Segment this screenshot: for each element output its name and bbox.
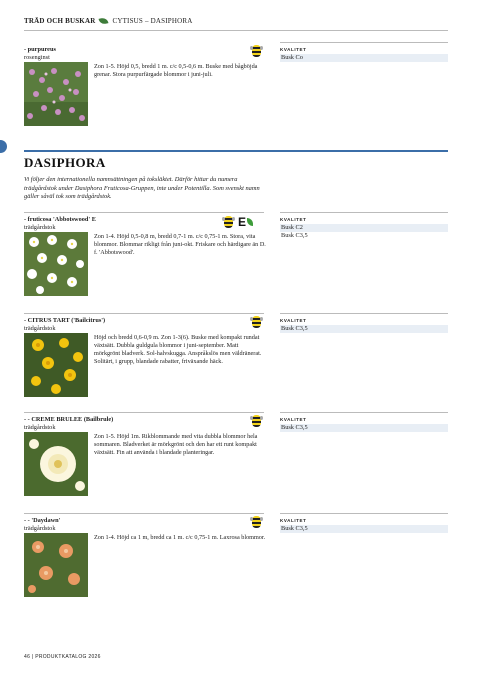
- divider: [280, 313, 448, 314]
- header-divider: [24, 30, 448, 31]
- e-plant-icon: E: [238, 215, 253, 229]
- product-common-name: trädgårdstok: [24, 224, 56, 231]
- quality-label: KVALITET: [280, 417, 307, 422]
- product-description: Zon 1-4. Höjd 0,5-0,8 m, bredd 0,7-1 m. c/c 0,75-1 m. Stora, vita blommor. Blommar rikligt från juni-okt. Friskare och härdigare än D. f. 'Abbotswood'.: [94, 233, 266, 257]
- product-photo: [24, 333, 88, 397]
- divider: [24, 513, 264, 514]
- product-icons: [224, 215, 253, 229]
- product-entry-purpureus: [24, 42, 448, 132]
- leaf-icon: [99, 17, 109, 24]
- quality-label: KVALITET: [280, 47, 307, 52]
- product-entry-daydawn: [24, 513, 448, 603]
- product-description: Zon 1-5. Höjd 1m. Rikblommande med vita dubbla blommor hela sommaren. Bladverket är mörkgrönt och den har ett runt kompakt växtsätt. Fin att använda i blandade planteringar.: [94, 433, 258, 457]
- product-entry-creme-brulee: [24, 412, 448, 502]
- product-description: Zon 1-4. Höjd ca 1 m, bredd ca 1 m. c/c 0,75-1 m. Laxrosa blommor.: [94, 534, 266, 541]
- section-divider: [24, 150, 448, 152]
- product-name: - fruticosa 'Abbotswood' E: [24, 216, 96, 223]
- quality-row: Busk C3,5: [281, 232, 308, 239]
- divider: [280, 412, 448, 413]
- product-photo: [24, 533, 88, 597]
- divider: [24, 313, 264, 314]
- product-photo: [24, 432, 88, 496]
- product-entry-citrus-tart: [24, 313, 448, 403]
- product-icons: [252, 516, 261, 528]
- quality-box: [280, 217, 448, 240]
- quality-row: Busk C3,5: [280, 525, 448, 533]
- product-name: - purpureus: [24, 46, 56, 53]
- header-subsection: CYTISUS – DASIPHORA: [112, 17, 193, 25]
- quality-row: Busk Co: [280, 54, 448, 62]
- divider: [24, 412, 264, 413]
- product-photo: [24, 232, 88, 296]
- product-common-name: trädgårdstok: [24, 525, 56, 532]
- quality-row: Busk C3,5: [280, 424, 448, 432]
- bee-icon: [252, 45, 261, 57]
- product-icons: [252, 45, 261, 57]
- page-header: [24, 17, 193, 25]
- product-description: Zon 1-5. Höjd 0,5, bredd 1 m. c/c 0,5-0,6 m. Buske med bågböjda grenar. Stora purpurfärgade blommor i juni-juli.: [94, 63, 258, 79]
- footer-separator: |: [31, 654, 34, 660]
- quality-box: [280, 318, 448, 333]
- product-common-name: trädgårdstok: [24, 424, 56, 431]
- header-section: TRÄD OCH BUSKAR: [24, 17, 96, 25]
- catalog-name: PRODUKTKATALOG 2026: [35, 654, 101, 660]
- section-marker: [0, 140, 7, 153]
- bee-icon: [224, 216, 233, 228]
- product-description: Höjd och bredd 0,6-0,9 m. Zon 1-3(6). Buske med kompakt rundat växtsätt. Dubbla guldgula blommor i juni-september. Matt mörkgrönt bladverk. Sol-halvskugga. Anspråkslös men väldränerat. Solitärt, i grupp, blandade rabatter, friväxande häck.: [94, 334, 262, 366]
- divider: [280, 42, 448, 43]
- section-intro: Vi följer den internationella namnsättningen på toksläktet. Därför hittar du numera trädgårdstok under Dasiphora Fruticosa-Gruppen, inte under Potentilla. Som svenskt namn gäller såväl tok som trädgårdstok.: [24, 176, 260, 201]
- product-icons: [252, 415, 261, 427]
- section-title: DASIPHORA: [24, 155, 106, 170]
- product-name: - - 'Daydawn': [24, 517, 61, 524]
- page-footer: [24, 654, 101, 660]
- quality-row: Busk C2: [280, 224, 448, 232]
- quality-box: [280, 518, 448, 533]
- bee-icon: [252, 415, 261, 427]
- divider: [280, 212, 448, 213]
- quality-box: [280, 417, 448, 432]
- product-common-name: trädgårdstok: [24, 325, 56, 332]
- product-entry-abbotswood: [24, 212, 448, 302]
- quality-label: KVALITET: [280, 518, 307, 523]
- quality-label: KVALITET: [280, 318, 307, 323]
- product-icons: [252, 316, 261, 328]
- product-common-name: rosenginst: [24, 54, 50, 61]
- quality-row: Busk C3,5: [280, 325, 448, 333]
- product-name: - - CREME BRULEE (Bailbrule): [24, 416, 114, 423]
- divider: [24, 212, 264, 213]
- bee-icon: [252, 516, 261, 528]
- quality-label: KVALITET: [280, 217, 307, 222]
- quality-box: [280, 47, 448, 62]
- divider: [280, 513, 448, 514]
- bee-icon: [252, 316, 261, 328]
- product-photo: [24, 62, 88, 126]
- product-name: - CITRUS TART ('Bailcitrus'): [24, 317, 106, 324]
- page-number: 46: [24, 654, 31, 660]
